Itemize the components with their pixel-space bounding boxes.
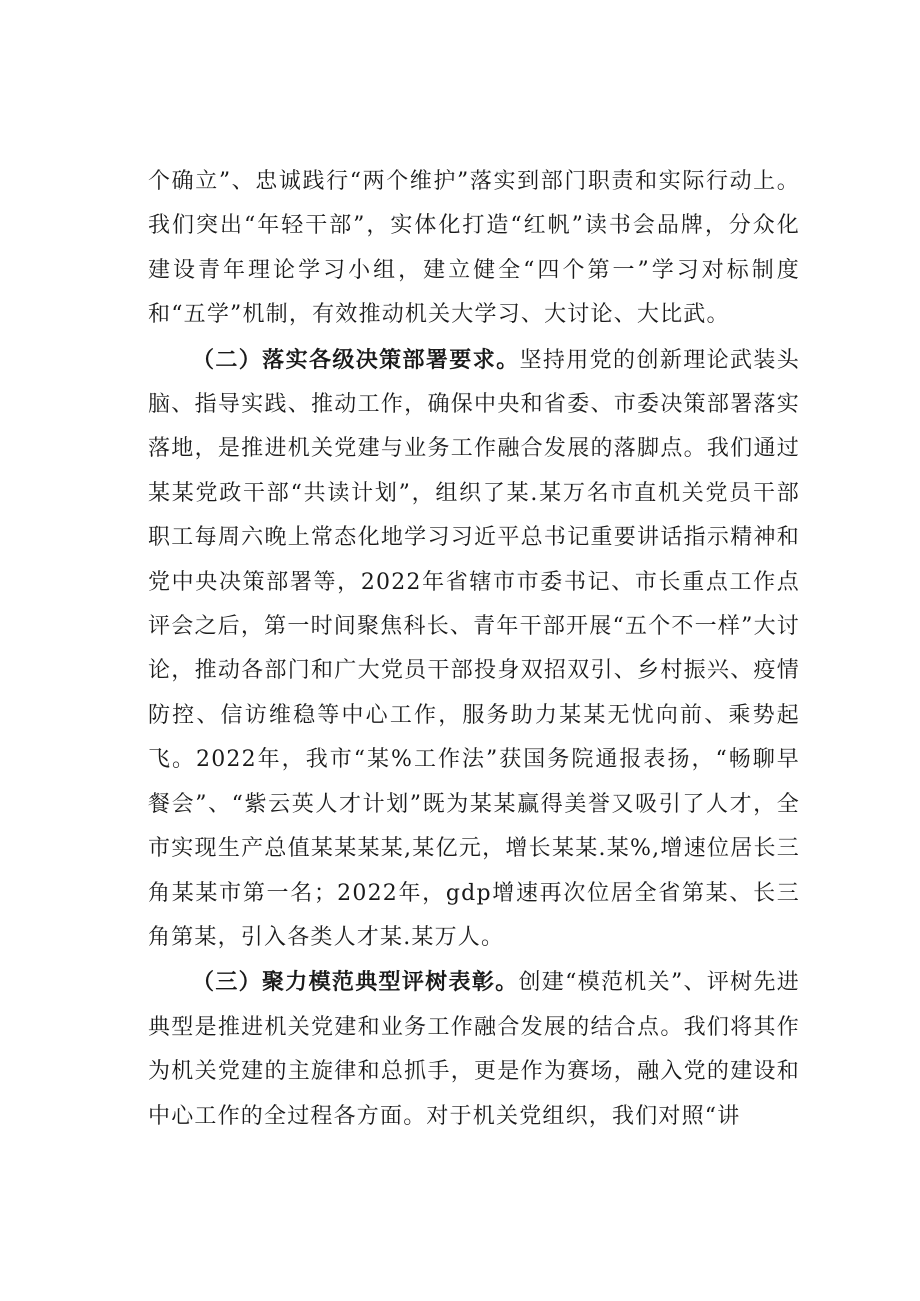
section-heading: （三）聚力模范典型评树表彰。 (192, 969, 519, 996)
paragraph-section-3 (148, 960, 800, 1139)
document-body (148, 160, 800, 1139)
paragraph-text: 创建“模范机关”、评树先进典型是推进机关党建和业务工作融合发展的结合点。我们将其作为机关党建的主旋律和总抓手，更是作为赛场，融入党的建设和中心工作的全过程各方面。对于机关党组织，我们对照“讲 (148, 970, 800, 1129)
paragraph-text: 坚持用党的创新理论武装头脑、指导实践、推动工作，确保中央和省委、市委决策部署落实落地，是推进机关党建与业务工作融合发展的落脚点。我们通过某某党政干部“共读计划”，组织了某.某万名市直机关党员干部职工每周六晚上常态化地学习习近平总书记重要讲话指示精神和党中央决策部署等，2022年省辖市市委书记、市长重点工作点评会之后，第一时间聚焦科长、青年干部开展“五个不一样”大讨论，推动各部门和广大党员干部投身双招双引、乡村振兴、疫情防控、信访维稳等中心工作，服务助力某某无忧向前、乘势起飞。2022年，我市“某%工作法”获国务院通报表扬，“畅聊早餐会”、“紫云英人才计划”既为某某赢得美誉又吸引了人才，全市实现生产总值某某某某,某亿元，增长某某.某%,增速位居长三角某某市第一名；2022年，gdp增速再次位居全省第某、长三角第某，引入各类人才某.某万人。 (148, 347, 800, 950)
paragraph-section-2 (148, 338, 800, 961)
paragraph-text: 个确立”、忠诚践行“两个维护”落实到部门职责和实际行动上。我们突出“年轻干部”，实体化打造“红帆”读书会品牌，分众化建设青年理论学习小组，建立健全“四个第一”学习对标制度和“五学”机制，有效推动机关大学习、大讨论、大比武。 (148, 169, 800, 328)
section-heading: （二）落实各级决策部署要求。 (192, 346, 520, 373)
paragraph-continuation (148, 160, 800, 338)
